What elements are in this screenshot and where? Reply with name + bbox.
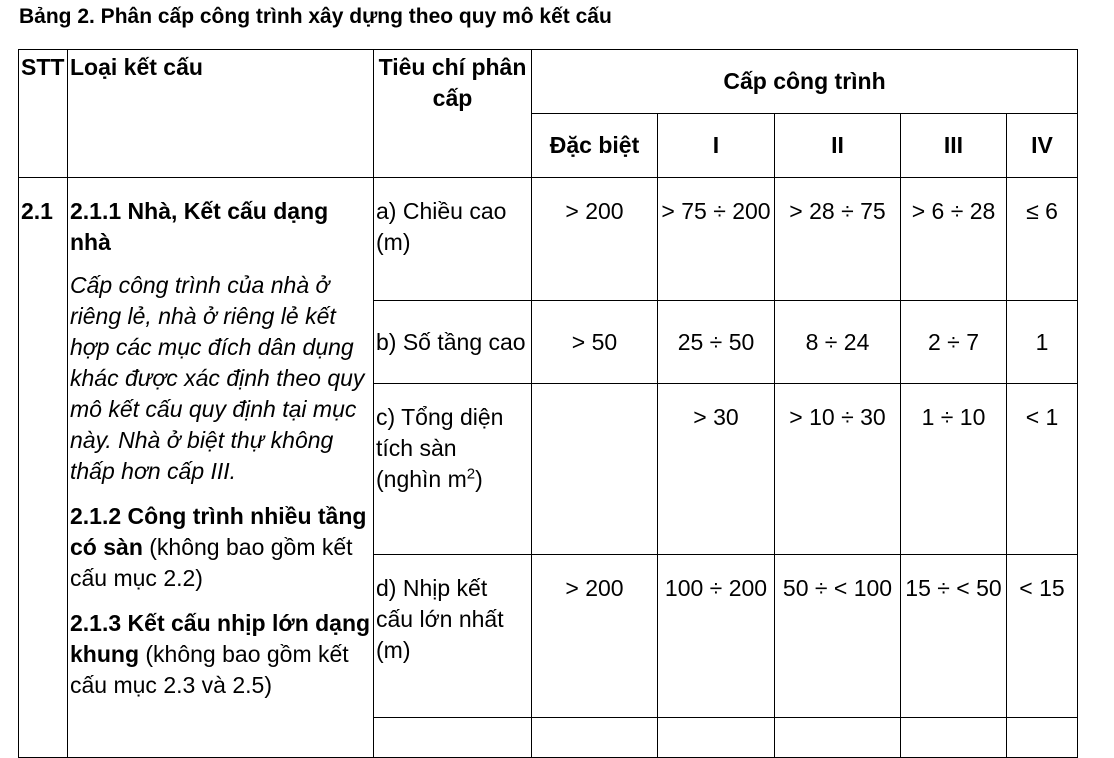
- criteria-floors: b) Số tầng cao: [374, 301, 532, 384]
- header-structure-type: Loại kết cấu: [68, 50, 374, 178]
- header-level-ii: II: [775, 114, 901, 178]
- criteria-height: a) Chiều cao (m): [374, 178, 532, 301]
- table-cell: 1 ÷ 10: [901, 384, 1007, 555]
- table-cell: > 30: [658, 384, 775, 555]
- table-cell: > 200: [532, 178, 658, 301]
- table-cell: 50 ÷ < 100: [775, 555, 901, 718]
- table-title: Bảng 2. Phân cấp công trình xây dựng theo quy mô kết cấu: [19, 5, 612, 28]
- table-cell: > 6 ÷ 28: [901, 178, 1007, 301]
- structure-2-1-2: 2.1.2 Công trình nhiều tầng có sàn (không bao gồm kết cấu mục 2.2): [70, 503, 367, 591]
- table-cell: ≤ 6: [1007, 178, 1078, 301]
- table-cell: 15 ÷ < 50: [901, 555, 1007, 718]
- header-level-iii: III: [901, 114, 1007, 178]
- table-cell: > 28 ÷ 75: [775, 178, 901, 301]
- structure-type-cell: [68, 178, 374, 758]
- header-level-group: Cấp công trình: [532, 50, 1078, 114]
- criteria-span: d) Nhịp kết cấu lớn nhất (m): [374, 555, 532, 718]
- table-cell: 8 ÷ 24: [775, 301, 901, 384]
- table-cell: 2 ÷ 7: [901, 301, 1007, 384]
- table-cell: > 50: [532, 301, 658, 384]
- header-level-special: Đặc biệt: [532, 114, 658, 178]
- table-cell: > 75 ÷ 200: [658, 178, 775, 301]
- header-criteria: Tiêu chí phân cấp: [374, 50, 532, 178]
- row-stt: 2.1: [19, 178, 68, 758]
- table-cell: > 200: [532, 555, 658, 718]
- table-cell: < 1: [1007, 384, 1078, 555]
- header-stt: STT: [19, 50, 68, 178]
- criteria-floor-area: c) Tổng diện tích sàn (nghìn $m^2$): [374, 384, 532, 555]
- table-cell: 25 ÷ 50: [658, 301, 775, 384]
- structure-2-1-1: 2.1.1 Nhà, Kết cấu dạng nhà: [70, 198, 329, 255]
- header-level-i: I: [658, 114, 775, 178]
- table-cell: > 10 ÷ 30: [775, 384, 901, 555]
- table-cell: < 15: [1007, 555, 1078, 718]
- structure-2-1-3: 2.1.3 Kết cấu nhịp lớn dạng khung (không bao gồm kết cấu mục 2.3 và 2.5): [70, 610, 371, 698]
- table-cell: 100 ÷ 200: [658, 555, 775, 718]
- table-row: [19, 178, 1078, 301]
- header-row-1: [19, 50, 1078, 114]
- structure-note: Cấp công trình của nhà ở riêng lẻ, nhà ở riêng lẻ kết hợp các mục đích dân dụng khác được xác định theo quy mô kết cấu quy định tại mục này. Nhà ở biệt thự không thấp hơn cấp III.: [70, 272, 365, 484]
- classification-table: [18, 49, 1078, 758]
- header-level-iv: IV: [1007, 114, 1078, 178]
- table-cell: 1: [1007, 301, 1078, 384]
- table-cell: [532, 384, 658, 555]
